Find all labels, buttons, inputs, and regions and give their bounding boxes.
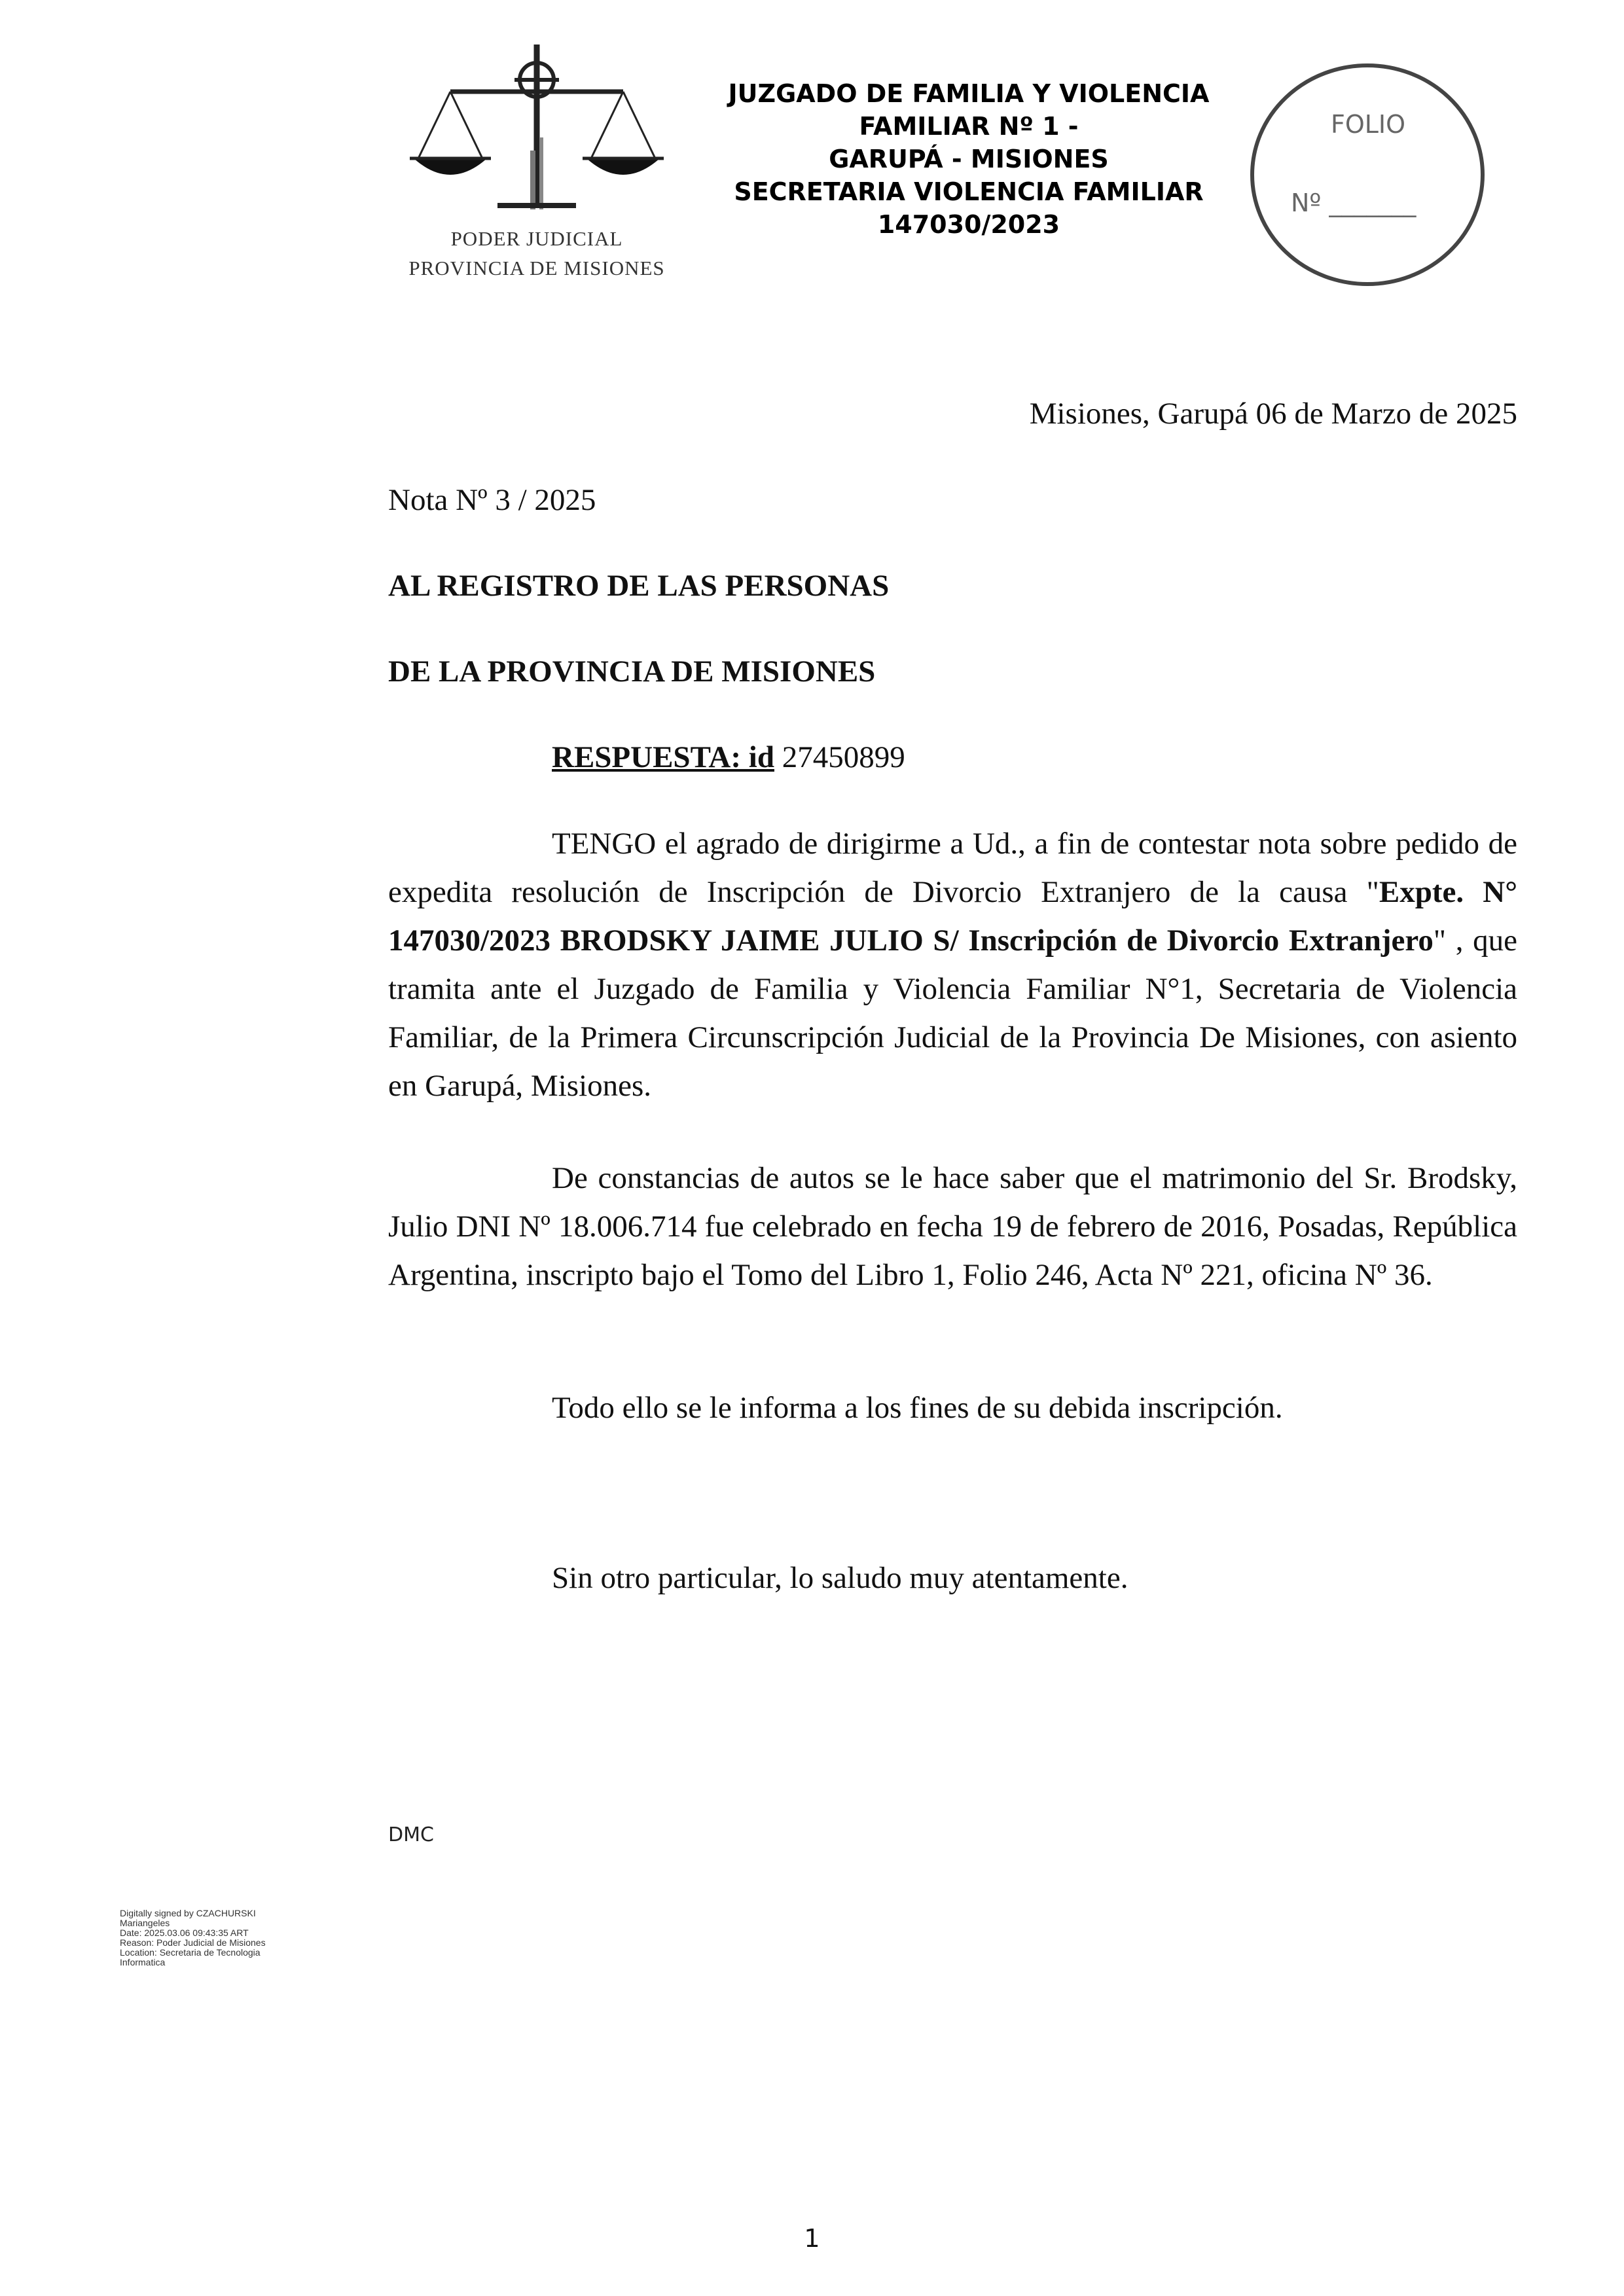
response-label: RESPUESTA: id — [552, 740, 774, 774]
folio-number-field: Nº _______ — [1291, 188, 1416, 217]
logo-caption-line-2: PROVINCIA DE MISIONES — [408, 257, 665, 279]
signature-line-3: Date: 2025.03.06 09:43:35 ART — [120, 1928, 249, 1938]
paragraph-request-part2: " , que tramita ante el Juzgado de Familia y Violencia Familiar N°1, Secretaria de Violencia Familiar, de la Primera Circunscripción Judicial de la Provincia De Misiones, con asiento en Garupá, Misiones. — [388, 924, 1517, 1103]
signature-line-6: Informatica — [120, 1957, 166, 1967]
signature-line-4: Reason: Poder Judicial de Misiones — [120, 1937, 266, 1948]
paragraph-marriage-details: De constancias de autos se le hace saber que el matrimonio del Sr. Brodsky, Julio DNI Nº 18.006.714 fue celebrado en fecha 19 de febrero de 2016, Posadas, República Argentina, inscripto bajo el Tomo del Libro 1, Folio 246, Acta Nº 221, oficina Nº 36. — [388, 1161, 1517, 1292]
response-id: 27450899 — [782, 740, 905, 774]
addressee-line-2: DE LA PROVINCIA DE MISIONES — [388, 655, 876, 689]
court-header-line-2: FAMILIAR Nº 1 - — [859, 112, 1079, 141]
note-number: Nota Nº 3 / 2025 — [388, 483, 596, 517]
folio-label: FOLIO — [1330, 110, 1406, 139]
paragraph-inform: Todo ello se le informa a los fines de su debida inscripción. — [552, 1391, 1283, 1425]
paragraph-request-part1: TENGO el agrado de dirigirme a Ud., a fin de contestar nota sobre pedido de expedita resolución de Inscripción de Divorcio Extranjero de la causa " — [388, 827, 1517, 909]
signature-line-1: Digitally signed by CZACHURSKI — [120, 1908, 256, 1918]
letter-date: Misiones, Garupá 06 de Marzo de 2025 — [1029, 397, 1517, 431]
logo-caption-line-1: PODER JUDICIAL — [450, 227, 623, 250]
court-header — [694, 77, 1244, 241]
response-reference — [552, 733, 905, 781]
court-header-line-4: SECRETARIA VIOLENCIA FAMILIAR — [734, 177, 1204, 206]
signature-line-5: Location: Secretaria de Tecnologia — [120, 1947, 261, 1958]
signature-line-2: Mariangeles — [120, 1918, 170, 1928]
page-number: 1 — [804, 2224, 820, 2253]
case-reference: Expte. N° 147030/2023 BRODSKY JAIME JULIO S/ Inscripción de Divorcio Extranjero — [388, 875, 1517, 958]
paragraph-request — [388, 819, 1517, 1110]
court-header-line-1: JUZGADO DE FAMILIA Y VIOLENCIA — [728, 79, 1210, 108]
digital-signature-block — [120, 1909, 395, 1967]
closing-salutation: Sin otro particular, lo saludo muy atentamente. — [552, 1561, 1128, 1595]
court-header-line-3: GARUPÁ - MISIONES — [829, 145, 1109, 173]
court-header-line-5: 147030/2023 — [877, 210, 1060, 239]
addressee-line-1: AL REGISTRO DE LAS PERSONAS — [388, 569, 890, 603]
folio-stamp — [1247, 60, 1488, 289]
author-initials: DMC — [388, 1823, 434, 1846]
